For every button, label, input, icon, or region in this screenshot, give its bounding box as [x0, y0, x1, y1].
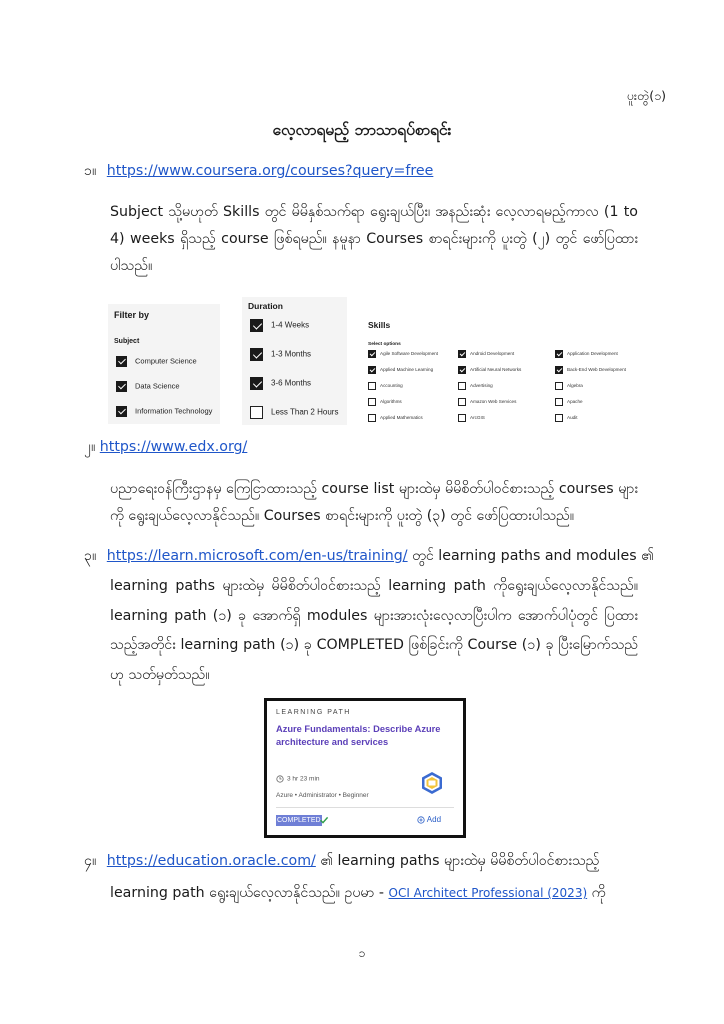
skill-option[interactable]: Application Development	[555, 350, 618, 358]
skill-option[interactable]: Audit	[555, 414, 577, 422]
plus-circle-icon	[417, 816, 425, 824]
list-item-2	[84, 434, 247, 461]
microsoft-learn-link[interactable]: https://learn.microsoft.com/en-us/training/	[106, 548, 408, 564]
skill-option[interactable]: Algorithms	[368, 398, 402, 406]
duration-row: 3 hr 23 min	[276, 775, 320, 783]
checkbox-icon[interactable]	[250, 348, 263, 361]
skill-option[interactable]: Applied Mathematics	[368, 414, 423, 422]
skill-option[interactable]: Apache	[555, 398, 583, 406]
skill-option[interactable]: Artificial Neural Networks	[458, 366, 521, 374]
filter-panel	[108, 304, 220, 424]
skill-option[interactable]: Accounting	[368, 382, 403, 390]
duration-option[interactable]: Less Than 2 Hours	[250, 406, 338, 419]
skills-heading: Skills	[368, 320, 391, 330]
checkmark-icon	[319, 815, 329, 825]
checkbox-icon[interactable]	[368, 382, 376, 390]
item-2-paragraph: ပညာရေးဝန်ကြီးဌာနမှ ကြေငြာထားသည့် course list များထဲမှ မိမိစိတ်ပါဝင်စားသည့် courses များကို ရွေးချယ်လေ့လာနိုင်သည်။ Courses စာရင်းများကို ပူးတွဲ (၃) တွင် ဖော်ပြထားပါသည်။	[110, 481, 638, 524]
select-options-label: Select options	[368, 342, 401, 347]
clock-icon	[276, 775, 284, 783]
skill-option[interactable]: Algebra	[555, 382, 583, 390]
page-label: ပူးတွဲ(၁)	[626, 88, 666, 103]
item-4-inline-text: ၏ learning paths များထဲမှ မိမိစိတ်ပါဝင်စားသည့်	[315, 853, 600, 869]
duration-panel	[242, 297, 347, 425]
card-divider	[276, 807, 454, 808]
checkbox-icon[interactable]	[555, 350, 563, 358]
item-number: ၄။	[84, 853, 97, 869]
checkbox-icon[interactable]	[368, 414, 376, 422]
edx-link[interactable]: https://www.edx.org/	[99, 439, 248, 455]
checkbox-icon[interactable]	[555, 382, 563, 390]
checkbox-icon[interactable]	[250, 406, 263, 419]
page-title: လေ့လာရမည့် ဘာသာရပ်စာရင်း	[272, 121, 452, 139]
skill-option[interactable]: Agile Software Development	[368, 350, 438, 358]
learning-path-card	[264, 698, 466, 838]
item-number: ၂။	[84, 439, 96, 455]
checkbox-icon[interactable]	[555, 414, 563, 422]
list-item-1	[84, 158, 433, 185]
completed-status: COMPLETED	[277, 817, 321, 824]
skill-option[interactable]: Back-End Web Development	[555, 366, 626, 374]
skill-option[interactable]: Android Development	[458, 350, 514, 358]
checkbox-icon[interactable]	[555, 398, 563, 406]
skill-option[interactable]: Advertising	[458, 382, 493, 390]
item-3-inline-text: တွင် learning paths and modules ၏	[407, 548, 654, 564]
page-number: ၁	[358, 946, 366, 960]
skill-option[interactable]: ArcGIS	[458, 414, 485, 422]
skills-panel	[358, 300, 653, 425]
learning-path-meta: Azure • Administrator • Beginner	[276, 792, 369, 799]
azure-badge-icon	[421, 771, 443, 795]
filter-by-heading: Filter by	[114, 310, 150, 320]
checkbox-icon[interactable]	[458, 382, 466, 390]
coursera-link[interactable]: https://www.coursera.org/courses?query=free	[106, 163, 434, 179]
subject-heading: Subject	[114, 338, 140, 345]
checkbox-icon[interactable]	[555, 366, 563, 374]
checkbox-icon[interactable]	[116, 406, 127, 417]
skill-option[interactable]: Applied Machine Learning	[368, 366, 433, 374]
skill-option[interactable]: Amazon Web Services	[458, 398, 516, 406]
learning-path-title[interactable]: Azure Fundamentals: Describe Azure architecture and services	[276, 724, 441, 747]
checkbox-icon[interactable]	[116, 356, 127, 367]
item-3-paragraph: learning paths များထဲမှ မိမိစိတ်ပါဝင်စားသည့် learning path ကိုရွေးချယ်လေ့လာနိုင်သည်။ learning path (၁) ခု အောက်ရှိ modules များအားလုံးလေ့လာပြီးပါက အောက်ပါပုံတွင် ပြထားသည့်အတိုင်း learning path (၁) ခု COMPLETED ဖြစ်ခြင်းကို Course (၁) ခု ပြီးမြောက်သည်ဟု သတ်မှတ်သည်။	[110, 578, 638, 683]
checkbox-icon[interactable]	[458, 366, 466, 374]
item-1-paragraph: Subject သို့မဟုတ် Skills တွင် မိမိနှစ်သက်ရာ ရွေးချယ်ပြီး၊ အနည်းဆုံး လေ့လာရမည့်ကာလ (1 to 4) weeks ရှိသည့် course ဖြစ်ရမည်။ နမူနာ Courses စာရင်းများကို ပူးတွဲ (၂) တွင် ဖော်ပြထားပါသည်။	[110, 204, 638, 274]
checkbox-icon[interactable]	[250, 319, 263, 332]
subject-option[interactable]: Data Science	[116, 381, 180, 392]
checkbox-icon[interactable]	[250, 377, 263, 390]
subject-option[interactable]: Computer Science	[116, 356, 197, 367]
checkbox-icon[interactable]	[458, 350, 466, 358]
learning-path-kicker: LEARNING PATH	[276, 709, 351, 716]
checkbox-icon[interactable]	[458, 414, 466, 422]
item-number: ၃။	[84, 548, 97, 564]
checkbox-icon[interactable]	[458, 398, 466, 406]
checkbox-icon[interactable]	[368, 350, 376, 358]
checkbox-icon[interactable]	[368, 366, 376, 374]
add-button[interactable]: Add	[417, 815, 441, 824]
checkbox-icon[interactable]	[368, 398, 376, 406]
duration-option[interactable]: 1-3 Months	[250, 348, 311, 361]
item-number: ၁။	[84, 163, 97, 179]
oci-architect-link[interactable]: OCI Architect Professional (2023)	[388, 886, 588, 900]
list-item-4	[84, 848, 644, 875]
item-4-line-2: learning path ရွေးချယ်လေ့လာနိုင်သည်။ ဥပမာ - OCI Architect Professional (2023) ကို	[110, 885, 606, 901]
duration-heading: Duration	[248, 301, 283, 311]
duration-option[interactable]: 1-4 Weeks	[250, 319, 309, 332]
oracle-education-link[interactable]: https://education.oracle.com/	[106, 853, 316, 869]
subject-option[interactable]: Information Technology	[116, 406, 212, 417]
checkbox-icon[interactable]	[116, 381, 127, 392]
duration-option[interactable]: 3-6 Months	[250, 377, 311, 390]
list-item-3	[84, 543, 654, 570]
